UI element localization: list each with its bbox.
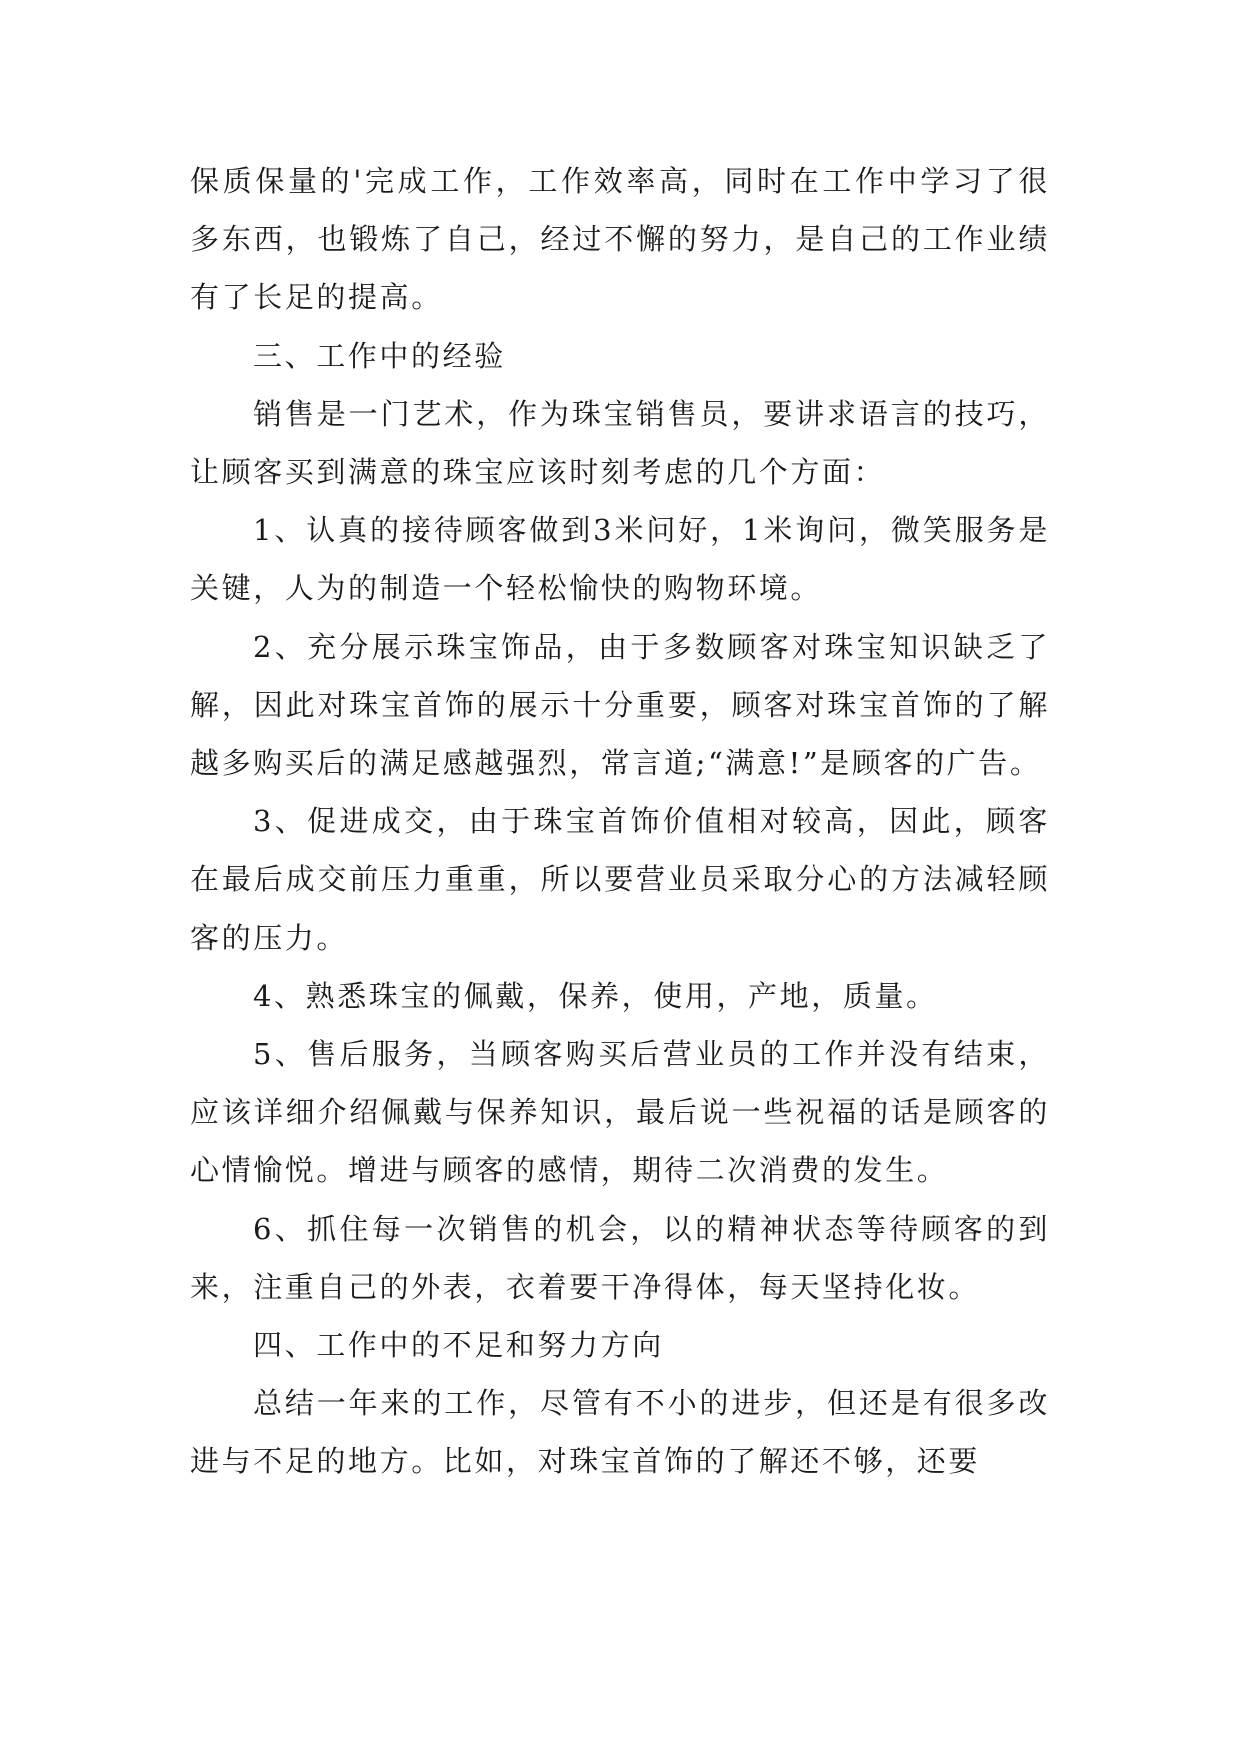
paragraph-1: 保质保量的'完成工作，工作效率高，同时在工作中学习了很多东西，也锻炼了自己，经过不懈的努力，是自己的工作业绩有了长足的提高。 <box>190 164 1050 315</box>
section-heading-experience: 三、工作中的经验 <box>253 338 506 373</box>
paragraph-sales-art: 销售是一门艺术，作为珠宝销售员，要讲求语言的技巧，让顾客买到满意的珠宝应该时刻考虑的几个方面： <box>190 396 1050 490</box>
paragraph-summary: 总结一年来的工作，尽管有不小的进步，但还是有很多改进与不足的地方。比如，对珠宝首饰的了解还不够，还要 <box>190 1386 1050 1479</box>
list-item-1: 1、认真的接待顾客做到3米问好，1米询问，微笑服务是关键，人为的制造一个轻松愉快的购物环境。 <box>190 513 1050 606</box>
list-item-3: 3、促进成交，由于珠宝首饰价值相对较高，因此，顾客在最后成交前压力重重，所以要营业员采取分心的方法减轻顾客的压力。 <box>190 804 1050 955</box>
document-body <box>190 152 1050 1491</box>
list-item-6: 6、抓住每一次销售的机会，以的精神状态等待顾客的到来，注重自己的外表，衣着要干净得体，每天坚持化妆。 <box>190 1211 1050 1304</box>
list-item-5: 5、售后服务，当顾客购买后营业员的工作并没有结束，应该详细介绍佩戴与保养知识，最后说一些祝福的话是顾客的心情愉悦。增进与顾客的感情，期待二次消费的发生。 <box>190 1037 1050 1188</box>
list-item-4: 4、熟悉珠宝的佩戴，保养，使用，产地，质量。 <box>253 978 938 1013</box>
list-item-2: 2、充分展示珠宝饰品，由于多数顾客对珠宝知识缺乏了解，因此对珠宝首饰的展示十分重要，顾客对珠宝首饰的了解越多购买后的满足感越强烈，常言道;“满意!”是顾客的广告。 <box>190 629 1050 781</box>
section-heading-shortcomings: 四、工作中的不足和努力方向 <box>253 1328 664 1363</box>
